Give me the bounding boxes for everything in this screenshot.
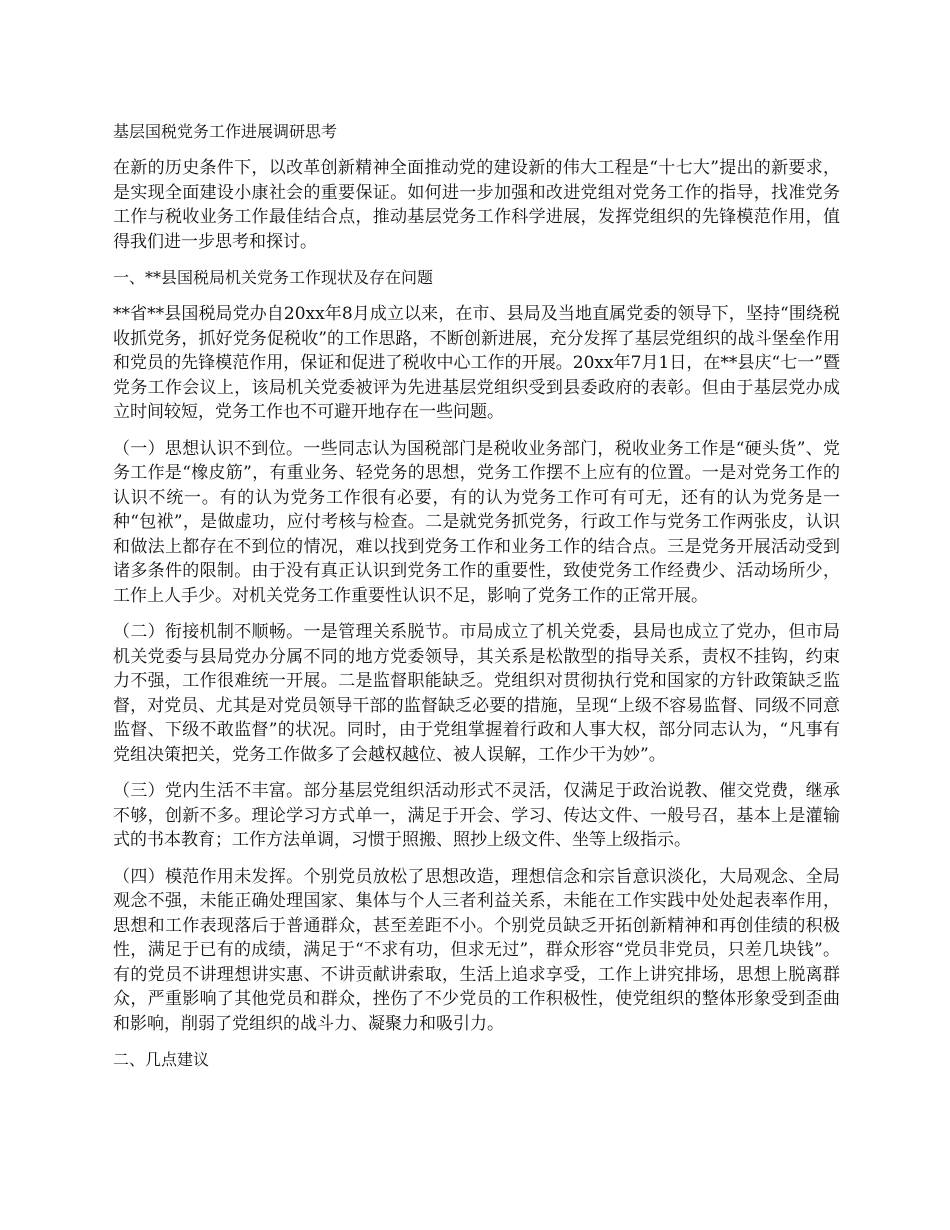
- document-title: 基层国税党务工作进展调研思考: [113, 122, 338, 141]
- problem-3-paragraph: （三）党内生活不丰富。部分基层党组织活动形式不灵活，仅满足于政治说教、催交党费，继承不够，创新不多。理论学习方式单一，满足于开会、学习、传达文件、一般号召，基本上是灌输式的书本教育；工作方法单调，习惯于照搬、照抄上级文件、坐等上级指示。: [113, 781, 840, 850]
- intro-paragraph: 在新的历史条件下，以改革创新精神全面推动党的建设新的伟大工程是“十七大”提出的新要求，是实现全面建设小康社会的重要保证。如何进一步加强和改进党组对党务工作的指导，找准党务工作与税收业务工作最佳结合点，推动基层党务工作科学进展，发挥党组织的先锋模范作用，值得我们进一步思考和探讨。: [113, 158, 840, 252]
- problem-1-paragraph: （一）思想认识不到位。一些同志认为国税部门是税收业务部门，税收业务工作是“硬头货”、党务工作是“橡皮筋”，有重业务、轻党务的思想，党务工作摆不上应有的位置。一是对党务工作的认识不统一。有的认为党务工作很有必要，有的认为党务工作可有可无，还有的认为党务是一种“包袱”，是做虚功，应付考核与检查。二是就党务抓党务，行政工作与党务工作两张皮，认识和做法上都存在不到位的情况，难以找到党务工作和业务工作的结合点。三是党务开展活动受到诸多条件的限制。由于没有真正认识到党务工作的重要性，致使党务工作经费少、活动场所少，工作上人手少。对机关党务工作重要性认识不足，影响了党务工作的正常开展。: [113, 438, 840, 606]
- section-2-heading: 二、几点建议: [113, 1050, 210, 1069]
- document-page: [113, 120, 840, 1084]
- section-1-paragraph: **省**县国税局党办自20xx年8月成立以来，在市、县局及当地直属党委的领导下，坚持“围绕税收抓党务，抓好党务促税收”的工作思路，不断创新进展，充分发挥了基层党组织的战斗堡垒作用和党员的先锋模范作用，保证和促进了税收中心工作的开展。20xx年7月1日，在**县庆“七一”暨党务工作会议上，该局机关党委被评为先进基层党组织受到县委政府的表彰。但由于基层党办成立时间较短，党务工作也不可避开地存在一些问题。: [113, 304, 840, 422]
- problem-4-paragraph: （四）模范作用未发挥。个别党员放松了思想改造，理想信念和宗旨意识淡化，大局观念、全局观念不强，未能正确处理国家、集体与个人三者利益关系，未能在工作实践中处处起表率作用，思想和工作表现落后于普通群众，甚至差距不小。个别党员缺乏开拓创新精神和再创佳绩的积极性，满足于已有的成绩，满足于“不求有功，但求无过”，群众形容“党员非党员，只差几块钱”。有的党员不讲理想讲实惠、不讲贡献讲索取，生活上追求享受，工作上讲究排场，思想上脱离群众，严重影响了其他党员和群众，挫伤了不少党员的工作积极性，使党组织的整体形象受到歪曲和影响，削弱了党组织的战斗力、凝聚力和吸引力。: [113, 866, 840, 1034]
- problem-2-paragraph: （二）衔接机制不顺畅。一是管理关系脱节。市局成立了机关党委，县局也成立了党办，但市局机关党委与县局党办分属不同的地方党委领导，其关系是松散型的指导关系，责权不挂钩，约束力不强，工作很难统一开展。二是监督职能缺乏。党组织对贯彻执行党和国家的方针政策缺乏监督，对党员、尤其是对党员领导干部的监督缺乏必要的措施，呈现“上级不容易监督、同级不同意监督、下级不敢监督”的状况。同时，由于党组掌握着行政和人事大权，部分同志认为，“凡事有党组决策把关，党务工作做多了会越权越位、被人误解，工作少干为妙”。: [113, 622, 840, 765]
- section-1-heading: 一、**县国税局机关党务工作现状及存在问题: [113, 268, 434, 287]
